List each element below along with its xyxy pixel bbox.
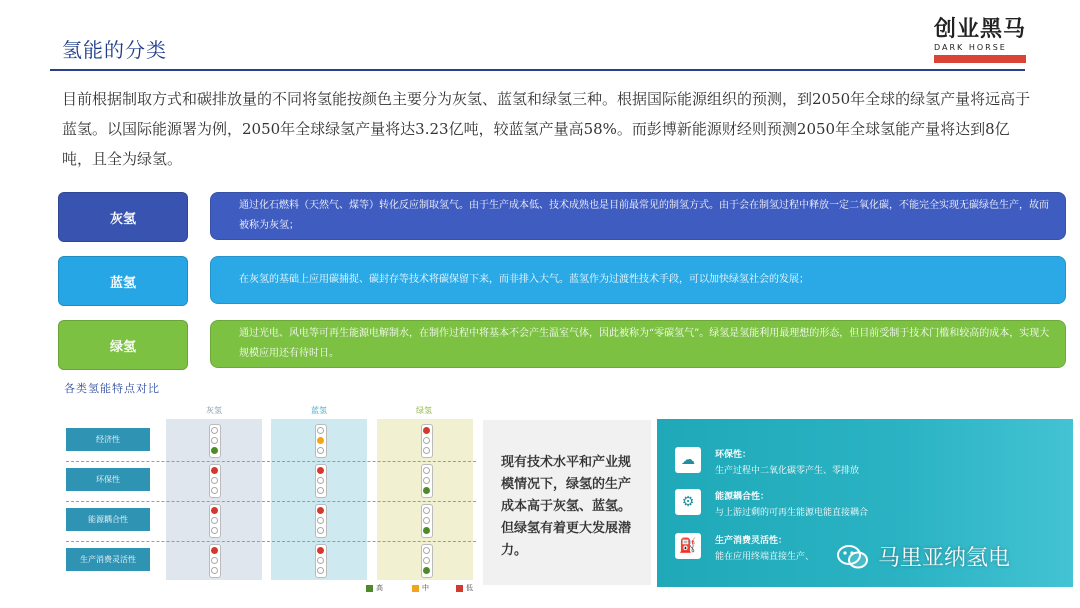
- row-divider: [66, 541, 476, 542]
- active-lamp: [423, 527, 430, 534]
- row-divider: [66, 501, 476, 502]
- fuel-pump-icon: ⛽: [675, 533, 701, 559]
- lamp: [317, 427, 324, 434]
- feature-item: [675, 447, 1065, 487]
- legend-label-high: 高: [376, 584, 383, 592]
- legend-item-mid: [412, 583, 429, 593]
- legend-label-low: 低: [466, 584, 473, 592]
- type-desc-green: 通过光电、风电等可再生能源电解制水，在制作过程中将基本不会产生温室气体，因此被称为“零碳氢气”。绿氢是氢能利用最理想的形态，但目前受制于技术门槛和较高的成本，实现大规模应用还有待时日。: [210, 320, 1066, 368]
- lamp: [317, 517, 324, 524]
- title-divider: [50, 69, 1025, 71]
- lamp: [317, 477, 324, 484]
- lamp: [423, 547, 430, 554]
- type-row-green: [58, 320, 1070, 370]
- active-lamp: [317, 467, 324, 474]
- feature-text: 与上游过剩的可再生能源电能直接耦合: [715, 508, 869, 518]
- type-desc-grey: 通过化石燃料（天然气、煤等）转化反应制取氢气。由于生产成本低、技术成熟也是目前最常见的制氢方式。由于会在制氢过程中释放一定二氧化碳，不能完全实现无碳绿色生产，故而被称为灰氢；: [210, 192, 1066, 240]
- traffic-light: [421, 544, 433, 578]
- active-lamp: [423, 567, 430, 574]
- row-divider: [66, 461, 476, 462]
- summary-note: [483, 420, 651, 585]
- legend-swatch-high: [366, 585, 373, 592]
- traffic-light: [209, 544, 221, 578]
- active-lamp: [317, 507, 324, 514]
- traffic-light: [421, 424, 433, 458]
- legend-item-low: [456, 583, 473, 593]
- page-title: 氢能的分类: [62, 38, 167, 62]
- lamp: [211, 437, 218, 444]
- watermark-text: 马里亚纳氢电: [878, 546, 1011, 571]
- summary-note-text: 现有技术水平和产业规模情况下，绿氢的生产成本高于灰氢、蓝氢。但绿氢有着更大发展潜力。: [501, 455, 632, 558]
- traffic-light: [315, 424, 327, 458]
- feature-item: [675, 489, 1065, 529]
- criterion-label: 经济性: [66, 428, 150, 451]
- lamp: [317, 487, 324, 494]
- active-lamp: [423, 427, 430, 434]
- lamp: [423, 517, 430, 524]
- lamp: [211, 517, 218, 524]
- lamp: [211, 557, 218, 564]
- feature-text: 生产过程中二氧化碳零产生、零排放: [715, 466, 860, 476]
- traffic-light: [421, 504, 433, 538]
- column-header-blue: 蓝氢: [311, 406, 327, 415]
- active-lamp: [317, 437, 324, 444]
- traffic-light: [315, 464, 327, 498]
- lamp: [211, 527, 218, 534]
- active-lamp: [211, 467, 218, 474]
- active-lamp: [423, 487, 430, 494]
- lamp: [211, 487, 218, 494]
- traffic-light: [421, 464, 433, 498]
- lamp: [317, 557, 324, 564]
- brand-logo: [934, 18, 1026, 66]
- legend-item-high: [366, 583, 383, 593]
- logo-bar: [934, 55, 1026, 63]
- traffic-light: [315, 504, 327, 538]
- lamp: [423, 467, 430, 474]
- type-row-blue: [58, 256, 1070, 306]
- comparison-title: 各类氢能特点对比: [64, 382, 160, 395]
- lamp: [423, 437, 430, 444]
- feature-heading: 生产消费灵活性：: [715, 536, 788, 546]
- lamp: [317, 527, 324, 534]
- logo-main-text: 创业黑马: [934, 17, 1027, 42]
- criterion-label: 能源耦合性: [66, 508, 150, 531]
- active-lamp: [317, 547, 324, 554]
- type-label-green: 绿氢: [58, 320, 188, 370]
- legend-label-mid: 中: [422, 584, 429, 592]
- lamp: [423, 557, 430, 564]
- traffic-light: [209, 424, 221, 458]
- lamp: [317, 447, 324, 454]
- factory-icon: ⚙: [675, 489, 701, 515]
- criterion-label: 生产消费灵活性: [66, 548, 150, 571]
- active-lamp: [211, 447, 218, 454]
- legend-swatch-low: [456, 585, 463, 592]
- type-label-blue: 蓝氢: [58, 256, 188, 306]
- watermark: [836, 541, 1010, 572]
- column-header-green: 绿氢: [416, 406, 432, 415]
- feature-heading: 能源耦合性：: [715, 492, 770, 502]
- criterion-label: 环保性: [66, 468, 150, 491]
- lamp: [211, 477, 218, 484]
- lamp: [211, 567, 218, 574]
- active-lamp: [211, 507, 218, 514]
- traffic-light: [315, 544, 327, 578]
- lamp: [317, 567, 324, 574]
- lamp: [423, 477, 430, 484]
- feature-heading: 环保性：: [715, 450, 752, 460]
- lamp: [211, 427, 218, 434]
- legend-swatch-mid: [412, 585, 419, 592]
- wechat-icon: [836, 543, 870, 571]
- type-desc-blue: 在灰氢的基础上应用碳捕捉、碳封存等技术将碳保留下来，而非排入大气。蓝氢作为过渡性技术手段，可以加快绿氢社会的发展；: [210, 256, 1066, 304]
- traffic-light: [209, 464, 221, 498]
- lamp: [423, 507, 430, 514]
- lamp: [423, 447, 430, 454]
- type-row-grey: [58, 192, 1070, 242]
- column-header-grey: 灰氢: [206, 406, 222, 415]
- logo-sub-text: DARK HORSE: [934, 43, 1007, 52]
- type-label-grey: 灰氢: [58, 192, 188, 242]
- feature-text: 能在应用终端直接生产、: [715, 552, 815, 562]
- active-lamp: [211, 547, 218, 554]
- intro-paragraph: 目前根据制取方式和碳排放量的不同将氢能按颜色主要分为灰氢、蓝氢和绿氢三种。根据国际能源组织的预测，到2050年全球的绿氢产量将远高于蓝氢。以国际能源署为例，2050年全球绿氢产量将达3.23亿吨，较蓝氢产量高58%。而彭博新能源财经则预测2050年全球氢能产量将达到8亿吨，且全为绿氢。: [62, 90, 1031, 168]
- traffic-light: [209, 504, 221, 538]
- co2-icon: ☁: [675, 447, 701, 473]
